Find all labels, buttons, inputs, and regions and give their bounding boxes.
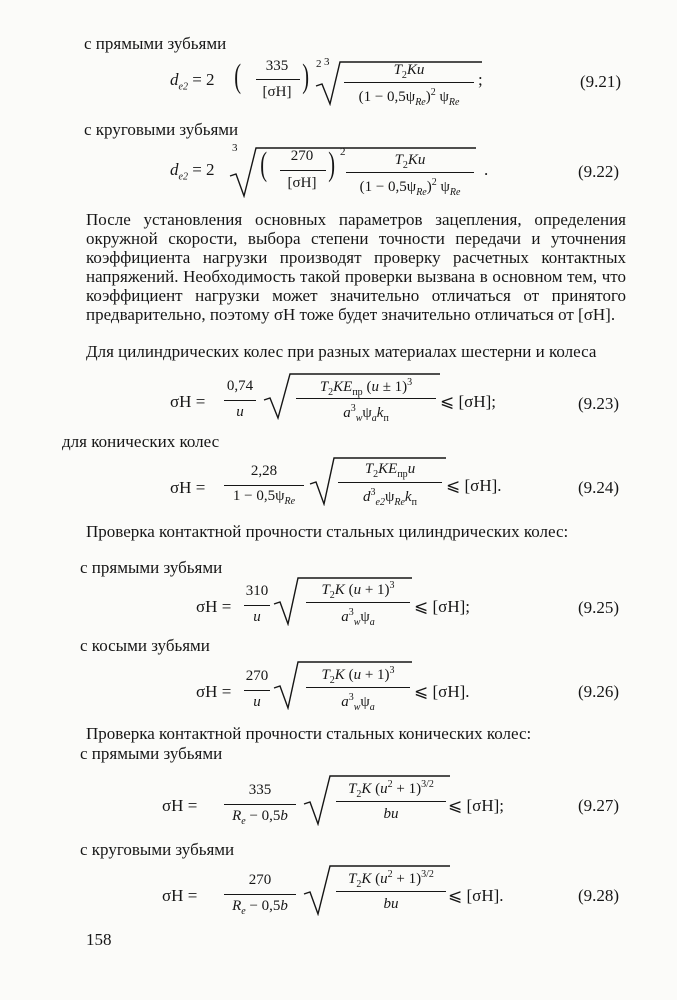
paragraph-conic-check: Проверка контактной прочности стальных конических колес: [86,724,532,743]
paragraph-verification: После установления основных параметров зацепления, определения окружной скорости, выбора степени точности передачи и уточнения коэффициента нагрузки производят проверку расчетных контактных напряжений. Необходимость такой проверки вызвана в основном тем, что коэффициент нагрузки может значительно отличаться от принятого предварительно, поэтому σH тоже будет значительно отличаться от [σH]. [86,210,626,324]
paragraph-cylindrical-check: Проверка контактной прочности стальных цилиндрических колес: [86,522,569,541]
label-circular-teeth-2: с круговыми зубьями [80,840,235,859]
paragraph-cylindrical: Для цилиндрических колес при разных материалах шестерни и колеса [86,342,597,361]
label-oblique-teeth: с косыми зубьями [80,636,210,655]
label-conic-wheels: для конических колес [62,432,220,451]
page-number: 158 [86,930,112,949]
label-straight-teeth-3: с прямыми зубьями [80,744,223,763]
label-circular-teeth-1: с круговыми зубьями [84,120,239,139]
label-straight-teeth-2: с прямыми зубьями [80,558,223,577]
label-straight-teeth-1: с прямыми зубьями [84,34,227,53]
